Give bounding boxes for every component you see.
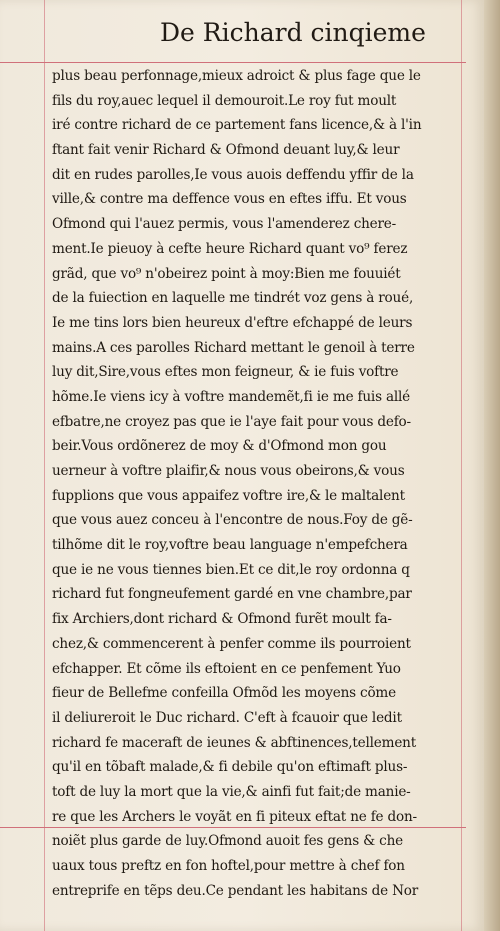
text-line: ment.Ie pieuoy à cefte heure Richard quant vo⁹ ferez — [52, 240, 408, 257]
text-line: fils du roy,auec lequel il demouroit.Le roy fut moult — [52, 92, 397, 109]
text-line: que vous auez conceu à l'encontre de nous.Foy de gẽ- — [52, 512, 413, 529]
text-line: re que les Archers le voyãt en fi piteux eftat ne fe don- — [52, 808, 417, 825]
text-line: fix Archiers,dont richard & Ofmond furẽt moult fa- — [52, 611, 392, 628]
text-line: que ie ne vous tiennes bien.Et ce dit,le roy ordonna q — [52, 561, 410, 578]
running-head: De Richard cinqieme — [160, 18, 426, 47]
text-line: il deliureroit le Duc richard. C'eft à fcauoir que ledit — [52, 709, 402, 726]
text-line: fieur de Bellefme confeilla Ofmõd les moyens cõme — [52, 685, 396, 702]
text-line: ville,& contre ma deffence vous en eftes iffu. Et vous — [52, 191, 407, 208]
text-line: plus beau perfonnage,mieux adroict & plus fage que le — [52, 68, 421, 84]
text-line: luy dit,Sire,vous eftes mon feigneur, & ie fuis voftre — [52, 364, 399, 381]
header-rule — [0, 62, 466, 63]
text-line: grãd, que vo⁹ n'obeirez point à moy:Bien me fouuiét — [52, 265, 401, 282]
text-line: ftant fait venir Richard & Ofmond deuant luy,& leur — [52, 142, 400, 159]
text-line: beir.Vous ordõnerez de moy & d'Ofmond mon gou — [52, 438, 387, 455]
text-line: noiẽt plus garde de luy.Ofmond auoit fes gens & che — [52, 833, 403, 850]
text-line: hõme.Ie viens icy à voftre mandemẽt,fi ie me fuis allé — [52, 388, 411, 405]
text-line: fupplions que vous appaifez voftre ire,& le maltalent — [52, 487, 405, 504]
text-line: uerneur à voftre plaifir,& nous vous obeirons,& vous — [52, 463, 405, 479]
text-line: Ie me tins lors bien heureux d'eftre efchappé de leurs — [52, 314, 413, 331]
text-line: entreprife en tẽps deu.Ce pendant les habitans de Nor — [52, 882, 419, 899]
text-line: tilhõme dit le roy,voftre beau language n'empefchera — [52, 537, 408, 554]
text-line: uaux tous preftz en fon hoftel,pour mettre à chef fon — [52, 858, 405, 874]
text-line: efbatre,ne croyez pas que ie l'aye fait pour vous defo- — [52, 413, 411, 430]
text-line: efchapper. Et cõme ils eftoient en ce penfement Yuo — [52, 660, 401, 677]
text-line: Ofmond qui l'auez permis, vous l'amenderez chere- — [52, 216, 397, 233]
text-line: qu'il en tõbaft malade,& fi debile qu'on eftimaft plus- — [52, 759, 408, 776]
text-line: dit en rudes parolles,Ie vous auois deffendu yffir de la — [52, 166, 414, 183]
page-edge — [484, 0, 500, 931]
text-line: mains.A ces parolles Richard mettant le genoil à terre — [52, 339, 415, 356]
page-text — [52, 64, 484, 903]
text-line: richard fe maceraft de ieunes & abftinences,tellement — [52, 734, 416, 751]
text-line: chez,& commencerent à penfer comme ils pourroient — [52, 635, 411, 652]
left-margin-rule — [44, 0, 45, 931]
text-line: iré contre richard de ce partement fans licence,& à l'in — [52, 117, 422, 134]
text-line: de la fuiection en laquelle me tindrét voz gens à roué, — [52, 290, 414, 307]
text-line: richard fut fongneufement gardé en vne chambre,par — [52, 586, 412, 603]
text-line: toft de luy la mort que la vie,& ainfi fut fait;de manie- — [52, 783, 411, 800]
